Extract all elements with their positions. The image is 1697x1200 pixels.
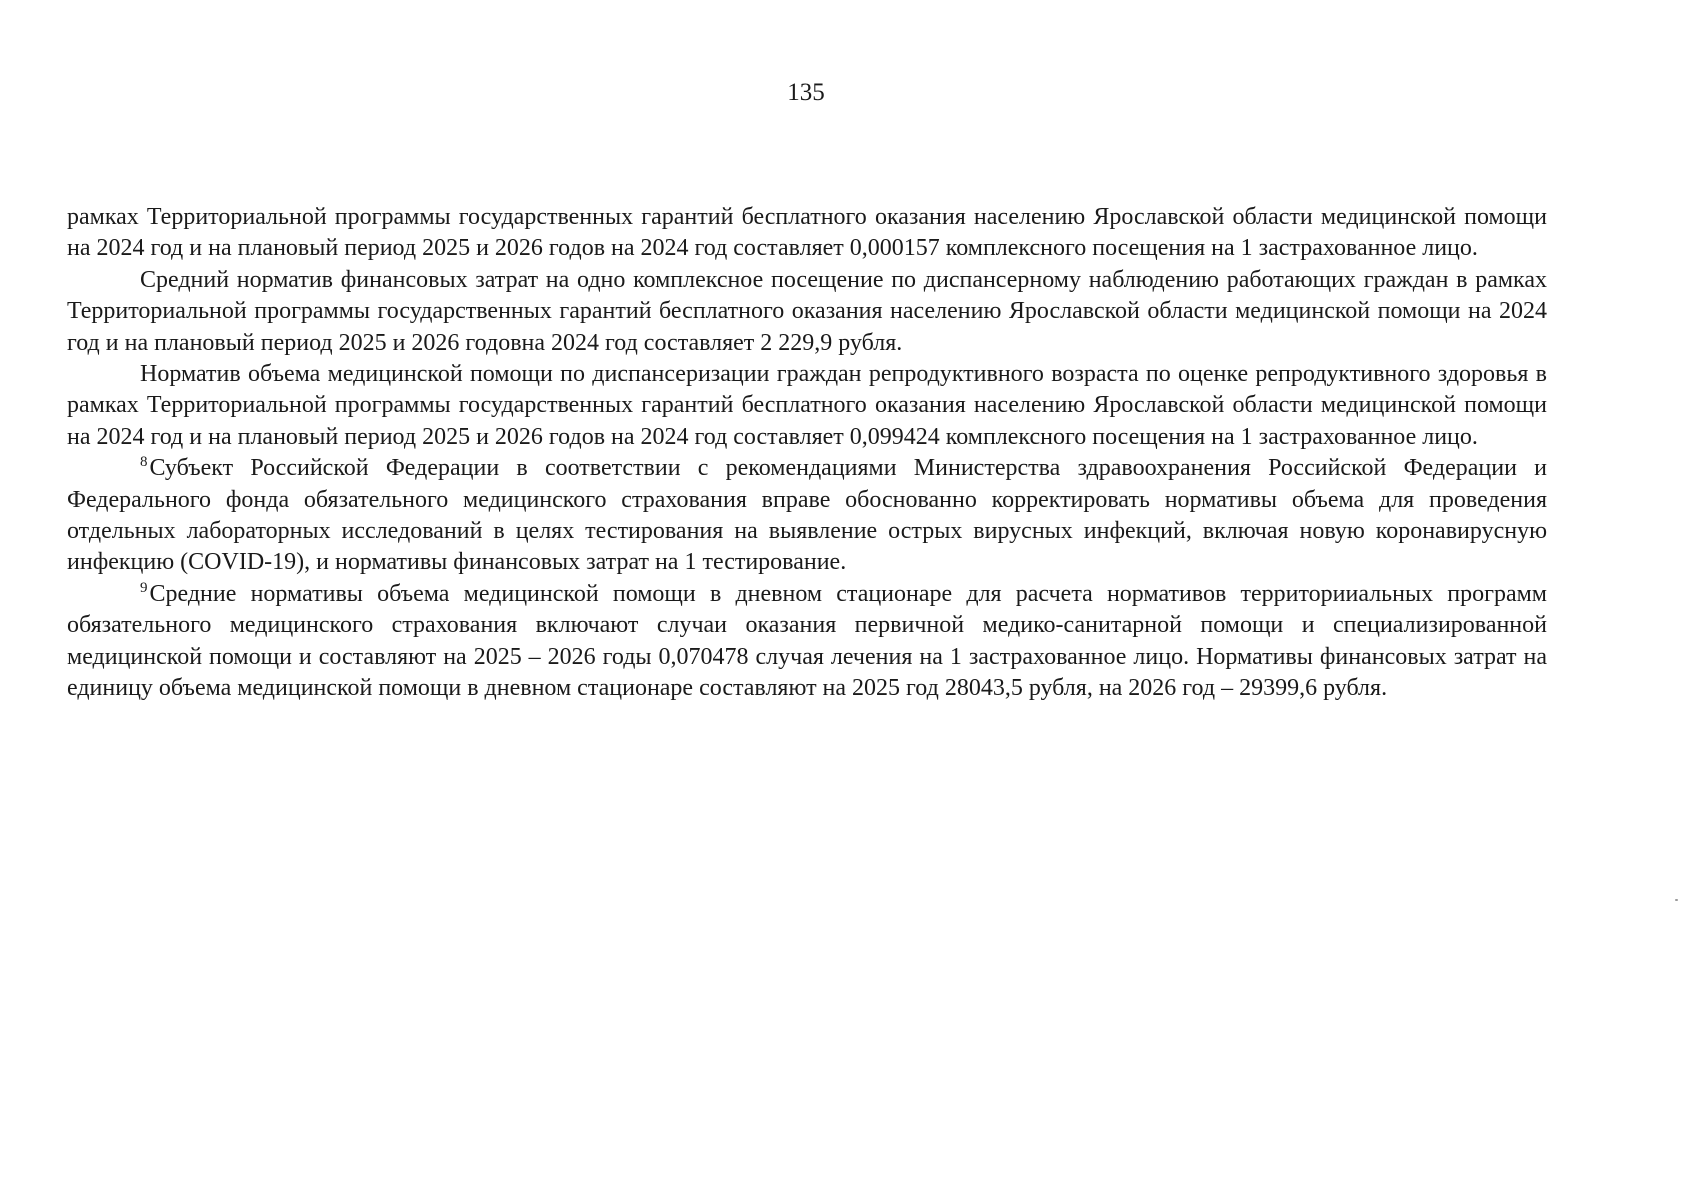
- footnote-9: [67, 579, 1547, 705]
- footnote-mark: 8: [140, 454, 148, 471]
- footnote-text: Субъект Российской Федерации в соответствии с рекомендациями Министерства здравоохранения Российской Федерации и Федерального фонда обязательного медицинского страхования вправе обоснованно корректировать нормативы объема для проведения отдельных лабораторных исследований в целях тестирования на выявление острых вирусных инфекций, включая новую коронавирусную инфекцию (COVID-19), и нормативы финансовых затрат на 1 тестирование.: [67, 455, 1547, 576]
- scan-speck-mark: [1675, 899, 1678, 901]
- document-body: [67, 202, 1547, 705]
- page-number: 135: [787, 79, 825, 106]
- paragraph-reproductive-health: [67, 359, 1547, 453]
- paragraph-text: рамках Территориальной программы государственных гарантий бесплатного оказания населению Ярославской области медицинской помощи на 2024 год и на плановый период 2025 и 2026 годов на 2024 год составляет 0,000157 комплексного посещения на 1 застрахованное лицо.: [67, 204, 1547, 262]
- footnote-text: Средние нормативы объема медицинской помощи в дневном стационаре для расчета нормативов территорииальных программ обязательного медицинского страхования включают случаи оказания первичной медико-санитарной помощи и специализированной медицинской помощи и составляют на 2025 – 2026 годы 0,070478 случая лечения на 1 застрахованное лицо. Нормативы финансовых затрат на единицу объема медицинской помощи в дневном стационаре составляют на 2025 год 28043,5 рубля, на 2026 год – 29399,6 рубля.: [67, 580, 1547, 702]
- paragraph-dispensary-cost: [67, 265, 1547, 359]
- paragraph-continuation: [67, 202, 1547, 265]
- footnote-8: [67, 453, 1547, 579]
- footnote-mark: 9: [140, 579, 148, 596]
- paragraph-text: Средний норматив финансовых затрат на одно комплексное посещение по диспансерному наблюдению работающих граждан в рамках Территориальной программы государственных гарантий бесплатного оказания населению Ярославской области медицинской помощи на 2024 год и на плановый период 2025 и 2026 годовна 2024 год составляет 2 229,9 рубля.: [67, 266, 1547, 356]
- paragraph-text: Норматив объема медицинской помощи по диспансеризации граждан репродуктивного возраста по оценке репродуктивного здоровья в рамках Территориальной программы государственных гарантий бесплатного оказания населению Ярославской области медицинской помощи на 2024 год и на плановый период 2025 и 2026 годов на 2024 год составляет 0,099424 комплексного посещения на 1 застрахованное лицо.: [67, 361, 1547, 450]
